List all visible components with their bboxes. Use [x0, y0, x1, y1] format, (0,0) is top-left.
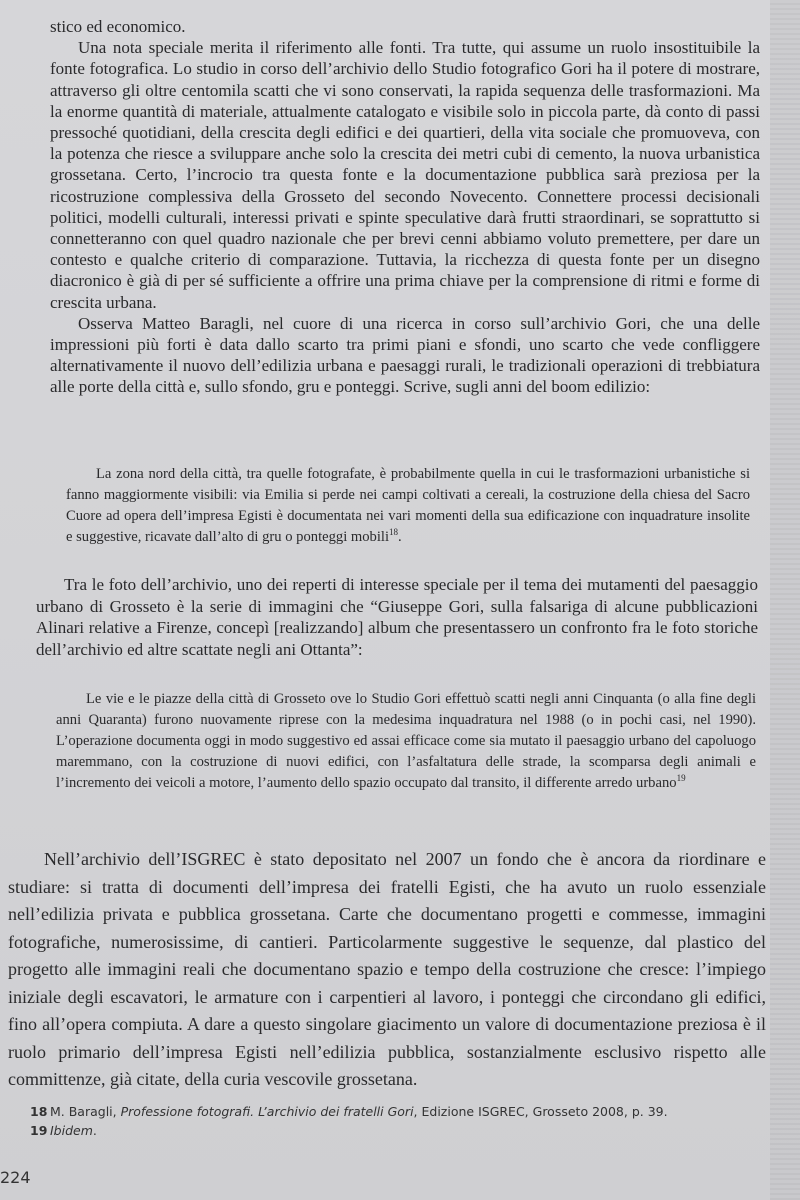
main-text-bottom — [8, 846, 766, 1094]
footnote-ref-18: 18 — [389, 527, 399, 538]
footnote-rest: . — [92, 1123, 97, 1138]
block-quote-1 — [66, 464, 750, 548]
footnote-author: M. Baragli, — [50, 1104, 121, 1119]
footnote-number: 19 — [30, 1123, 48, 1138]
quote-2-text: Le vie e le piazze della città di Grosseto ove lo Studio Gori effettuò scatti negli anni Cinquanta (o alla fine degli anni Quaranta) furono nuovamente riprese con la medesima inquadratura nel 1988 (o in pochi casi, nel 1990). L’operazione documenta oggi in modo suggestivo ed assai efficace come sia mutato il paesaggio urbano del capoluogo maremmano, con la costruzione di nuovi edifici, con l’asfaltatura delle strade, la scomparsa degli animali e l’incremento dei veicoli a motore, l’aumento dello spazio occupato dal transito, il differente arredo urbano — [56, 691, 756, 791]
paragraph-continuation: stico ed economico. — [50, 17, 186, 36]
footnote-19 — [30, 1121, 750, 1140]
main-text-top — [50, 16, 760, 398]
paragraph-gori-album: Tra le foto dell’archivio, uno dei reperti di interesse speciale per il tema dei mutamenti del paesaggio urbano di Grosseto è la serie di immagini che “Giuseppe Gori, sulla falsariga di alcune pubblicazioni Alinari relative a Firenze, concepì [realizzando] album che presentassero un confronto fra le foto storiche dell’archivio ed altre scattate negli ani Ottanta”: — [36, 575, 758, 659]
page-edge-shadow — [770, 0, 800, 1200]
paragraph-baragli: Osserva Matteo Baragli, nel cuore di una ricerca in corso sull’archivio Gori, che una delle impressioni più forti è data dallo scarto tra primi piani e sfondi, uno scarto che vede confliggere alternativamente il nuovo dell’edilizia urbana e paesaggi rurali, le tradizionali operazioni di trebbiatura alle porte della città e, sullo sfondo, gru e ponteggi. Scrive, sugli anni del boom edilizio: — [50, 313, 760, 397]
quote-1-text: La zona nord della città, tra quelle fotografate, è probabilmente quella in cui le trasformazioni urbanistiche si fanno maggiormente visibili: via Emilia si perde nei campi coltivati a cereali, la costruzione della chiesa del Sacro Cuore ad opera dell’impresa Egisti è documentata nei vari momenti della sua edificazione con inquadrature insolite e suggestive, ricavate dall’alto di gru o ponteggi mobili — [66, 466, 750, 545]
footnote-number: 18 — [30, 1104, 48, 1119]
paragraph-sources: Una nota speciale merita il riferimento alle fonti. Tra tutte, qui assume un ruolo insostituibile la fonte fotografica. Lo studio in corso dell’archivio dello Studio fotografico Gori ha il potere di mostrare, attraverso gli oltre centomila scatti che vi sono conservati, la rapida sequenza delle trasformazioni. Ma la enorme quantità di materiale, attualmente catalogato e visibile solo in piccola parte, dà conto di passi pressoché quotidiani, della crescita degli edifici e dei quartieri, della vita sociale che promuoveva, con la potenza che riesce a sviluppare anche solo la crescita dei metri cubi di cemento, la nuova urbanistica grossetana. Certo, l’incrocio tra questa fonte e la documentazione pubblica sarà preziosa per la ricostruzione complessiva della Grosseto del secondo Novecento. Connettere processi decisionali politici, modelli culturali, interessi privati e spinte speculative darà frutti straordinari, se soprattutto si connetteranno con quel quadro nazionale che per brevi cenni abbiamo voluto premettere, per dare un contesto e qualche criterio di comparazione. Tuttavia, la ricchezza di questa fonte per un disegno diacronico è già di per sé sufficiente a offrire una prima chiave per la comprensione di ritmi e forme di crescita urbana. — [50, 38, 760, 312]
block-quote-2 — [56, 689, 756, 794]
footnote-rest: , Edizione ISGREC, Grosseto 2008, p. 39. — [413, 1104, 668, 1119]
footnote-title: Professione fotografi. L’archivio dei fratelli Gori — [120, 1104, 414, 1119]
footnotes — [30, 1102, 750, 1140]
footnote-title: Ibidem — [50, 1123, 93, 1138]
quote-text: La zona nord della città, tra quelle fotografate, è probabilmente quella in cui le trasformazioni urbanistiche si fanno maggiormente visibili: via Emilia si perde nei campi coltivati a cereali, la costruzione della chiesa del Sacro Cuore ad opera dell’impresa Egisti è documentata nei vari momenti della sua edificazione con inquadrature insolite e suggestive, ricavate dall’alto di gru o ponteggi mobili$^{18}$. — [66, 466, 750, 545]
quote-text — [56, 689, 756, 794]
main-text-middle — [36, 574, 758, 660]
footnote-18 — [30, 1102, 750, 1121]
footnote-ref-19: 19 — [676, 773, 686, 784]
page-number: 224 — [0, 1168, 31, 1187]
paragraph-isgrec: Nell’archivio dell’ISGREC è stato depositato nel 2007 un fondo che è ancora da riordinare e studiare: si tratta di documenti dell’impresa dei fratelli Egisti, che ha avuto un ruolo essenziale nell’edilizia privata e pubblica grossetana. Carte che documentano progetti e commesse, immagini fotografiche, numerosissime, di cantieri. Particolarmente suggestive le sequenze, dal plastico del progetto alle immagini reali che documentano spazio e tempo della costruzione che cresce: l’impiego iniziale degli escavatori, le armature con i carpentieri al lavoro, i ponteggi che circondano gli edifici, fino all’opera compiuta. A dare a questo singolare giacimento un valore di documentazione preziosa è il ruolo primario dell’impresa Egisti nell’edilizia pubblica, sostanzialmente esclusivo rispetto alle committenze, già citate, della curia vescovile grossetana. — [8, 849, 766, 1089]
